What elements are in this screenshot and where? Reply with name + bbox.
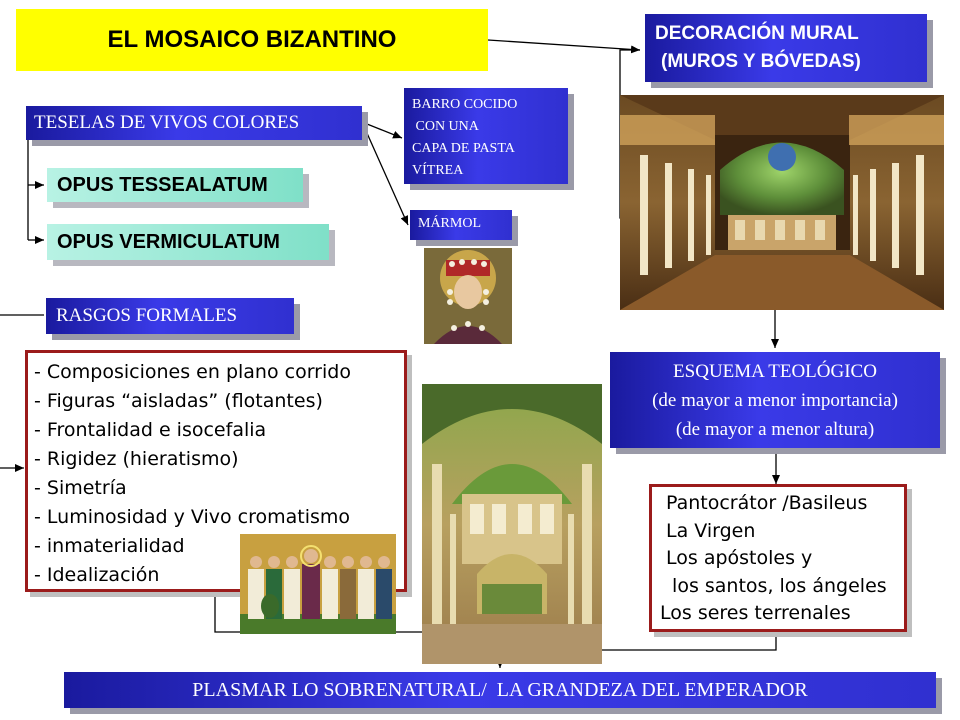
decoracion-line2: (MUROS Y BÓVEDAS) [661,51,861,72]
jerarquia-item: Los apóstoles y [666,547,813,569]
decoracion-mural-box [645,14,927,82]
jerarquia-item: Pantocrátor /Basileus [666,492,868,514]
jerarquia-item: Los seres terrenales [660,602,851,624]
rasgos-item: - inmaterialidad [34,535,185,557]
rasgos-item: - Simetría [34,477,127,499]
jerarquia-item: los santos, los ángeles [666,574,887,597]
rasgos-formales-box [46,298,294,334]
jerarquia-box [649,484,907,632]
esquema-line1: ESQUEMA TEOLÓGICO [673,361,877,382]
rasgos-item: - Frontalidad e isocefalia [34,419,267,441]
barro-line: CON UNA [412,119,479,134]
barro-line: BARRO COCIDO [412,97,518,112]
rasgos-item: - Composiciones en plano corrido [34,361,351,383]
rasgos-item: - Figuras “aisladas” (flotantes) [34,390,323,412]
apse-interior-photo [422,384,602,664]
teselas-box [26,106,362,140]
justinian-court-mosaic-photo [240,534,396,634]
esquema-teologico-box [610,352,940,448]
opus-vermiculatum-label: OPUS VERMICULATUM [57,230,280,253]
theodora-mosaic-photo [424,248,512,344]
jerarquia-item: La Virgen [666,519,756,542]
rasgos-formales-label: RASGOS FORMALES [56,305,238,326]
page-title [16,9,488,71]
rasgos-item: - Luminosidad y Vivo cromatismo [34,506,351,528]
marmol-box [410,210,512,240]
page-title-text: EL MOSAICO BIZANTINO [107,26,397,53]
teselas-label: TESELAS DE VIVOS COLORES [34,112,300,133]
barro-line: VÍTREA [412,163,464,178]
marmol-label: MÁRMOL [418,216,482,231]
barro-line: CAPA DE PASTA [412,141,515,156]
plasmar-label: PLASMAR LO SOBRENATURAL/ LA GRANDEZA DEL EMPERADOR [192,679,808,701]
plasmar-box [64,672,936,708]
esquema-line3: (de mayor a menor altura) [675,419,875,440]
opus-tessealatum-box [47,168,303,202]
esquema-line2: (de mayor a menor importancia) [652,390,898,411]
rasgos-item: - Rigidez (hieratismo) [34,448,239,470]
opus-vermiculatum-box [47,224,329,260]
basilica-nave-photo [620,95,944,310]
opus-tessealatum-label: OPUS TESSEALATUM [57,173,268,196]
rasgos-item: - Idealización [34,564,160,586]
decoracion-line1: DECORACIÓN MURAL [655,23,859,44]
barro-cocido-box [404,88,568,184]
